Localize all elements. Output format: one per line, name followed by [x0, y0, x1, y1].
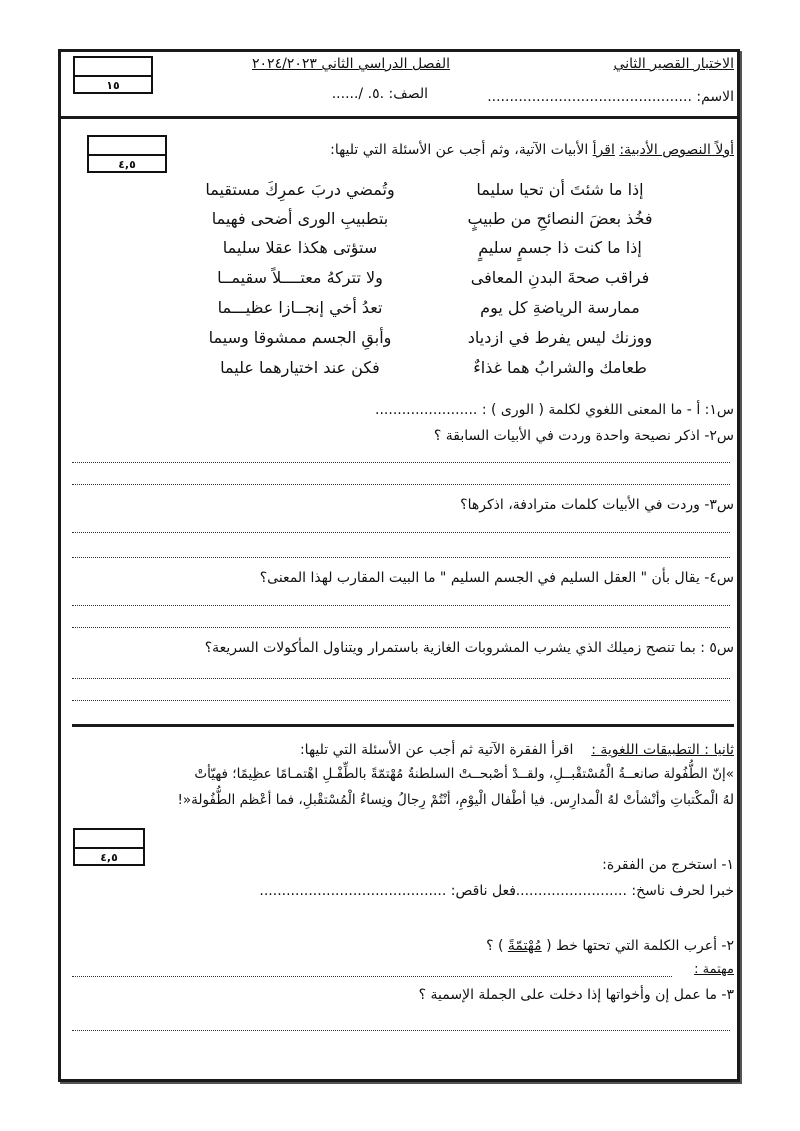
verse-second-half: ستؤتى هكذا عقلا سليما [222, 238, 378, 257]
term-label: الفصل الدراسي الثاني ٢٠٢٤/٢٠٢٣ [252, 56, 450, 72]
verse-first-half: طعامك والشرابُ هما غذاءٌ [473, 358, 647, 377]
total-score-box [73, 56, 153, 94]
section2-heading [300, 742, 734, 758]
section2-question-1: ١- استخرج من الفقرة: [602, 857, 734, 873]
student-name-field[interactable]: الاسم: .............................................. [487, 89, 734, 105]
verse-second-half: وتُمضي دربَ عمرِكَ مستقيما [205, 180, 395, 199]
question-2-end: ) ؟ [486, 938, 504, 954]
section2-question-2 [486, 938, 734, 954]
answer-line[interactable] [72, 532, 730, 533]
verse-first-half: فراقب صحةَ البدنِ المعافى [470, 268, 650, 287]
answer-line[interactable] [72, 1030, 730, 1031]
section1-instruction: الأبيات الآتية، وثم أجب عن الأسئلة التي تليها: [330, 142, 593, 158]
extract-news-field[interactable]: خبرا لحرف ناسخ: .......................... [511, 883, 734, 899]
verse-second-half: وأبقِ الجسم ممشوقا وسيما [208, 328, 392, 347]
paragraph-line-1: »إنّ الطُّفُولة صانعــةُ الْمُسْتقْبــلِ، ولقــدْ أصْبحــتْ السلطنةُ مُهْتمّةً بالطِّفْـلِ اهْتمـامًا عظِيمًا؛ فهيّأتْ [194, 766, 734, 782]
section2-instruction: اقرأ الفقرة الآتية ثم أجب عن الأسئلة التي تليها: [299, 742, 574, 758]
answer-label: مهتمة : [694, 962, 734, 977]
section2-question-3: ٣- ما عمل إن وأخواتها إذا دخلت على الجملة الإسمية ؟ [418, 987, 734, 1003]
section1-heading [330, 142, 734, 158]
paragraph-line-2: لهُ الْمكْتباتِ وأنْشأتْ لهُ الْمدارِس. فيا أطْفال الْيوْمِ، أنْتُمْ رِجالُ ونِساءُ الْمُسْتقْبلِ، فما أعْظم الطُّفُولة«! [177, 792, 734, 808]
answer-line[interactable] [72, 700, 730, 701]
section2-title: ثانيا : التطبيقات اللغوية : [591, 742, 734, 758]
answer-line[interactable] [72, 605, 730, 606]
verse-second-half: بتطبيبِ الورى أضحى فهيما [211, 209, 389, 228]
answer-line[interactable] [72, 678, 730, 679]
answer-line[interactable] [72, 484, 730, 485]
answer-line[interactable] [72, 462, 730, 463]
question-3: س٣- وردت في الأبيات كلمات مترادفة، اذكرها؟ [460, 497, 734, 513]
section1-score-box [87, 135, 167, 173]
underlined-word: مُهْتمّةً [507, 938, 542, 954]
verse-first-half: ووزنك ليس يفرط في ازدياد [467, 328, 653, 347]
verse-first-half: إذا ما شئتَ أن تحيا سليما [476, 180, 644, 199]
verse-second-half: تعدُ أخي إنجــازا عظيـــما [217, 298, 383, 317]
question-4: س٤- يقال بأن " العقل السليم في الجسم السليم " ما البيت المقارب لهذا المعنى؟ [259, 570, 734, 586]
answer-line[interactable] [72, 976, 672, 977]
question-1: س١: أ - ما المعنى اللغوي لكلمة ( الورى ) : ....................... [375, 402, 734, 418]
divider [58, 116, 740, 119]
section1-title: أولاً النصوص الأدبية: [619, 142, 734, 158]
question-2: س٢- اذكر نصيحة واحدة وردت في الأبيات السابقة ؟ [433, 428, 734, 444]
section1-instruction-verb: اقرأ [592, 142, 615, 158]
verse-first-half: ممارسة الرياضةِ كل يوم [480, 298, 640, 317]
verse-second-half: ولا تتركهُ معتــــلاً سقيمــا [217, 268, 383, 287]
divider [72, 724, 734, 727]
verse-first-half: فخُذ بعضَ النصائحِ من طبيبٍ [467, 209, 653, 228]
verse-second-half: فكن عند اختيارهما عليما [220, 358, 380, 377]
answer-line[interactable] [72, 557, 730, 558]
extract-verb-field[interactable]: فعل ناقص: .......................................... [259, 883, 516, 899]
total-score: ١٥ [106, 79, 120, 92]
question-5: س٥ : بما تنصح زميلك الذي يشرب المشروبات الغازية باستمرار ويتناول المأكولات السريعة؟ [204, 640, 734, 656]
section2-score: ٤,٥ [100, 851, 118, 864]
answer-line[interactable] [72, 627, 730, 628]
exam-title: الاختبار القصير الثاني [613, 56, 734, 72]
page-frame [58, 49, 740, 1082]
section2-score-box [73, 828, 145, 866]
section1-score: ٤,٥ [118, 158, 136, 171]
class-field[interactable]: الصف: .٥. /...... [331, 86, 428, 102]
question-2-text: ٢- أعرب الكلمة التي تحتها خط ( [546, 938, 734, 954]
verse-first-half: إذا ما كنت ذا جسمٍ سليمٍ [478, 238, 642, 257]
